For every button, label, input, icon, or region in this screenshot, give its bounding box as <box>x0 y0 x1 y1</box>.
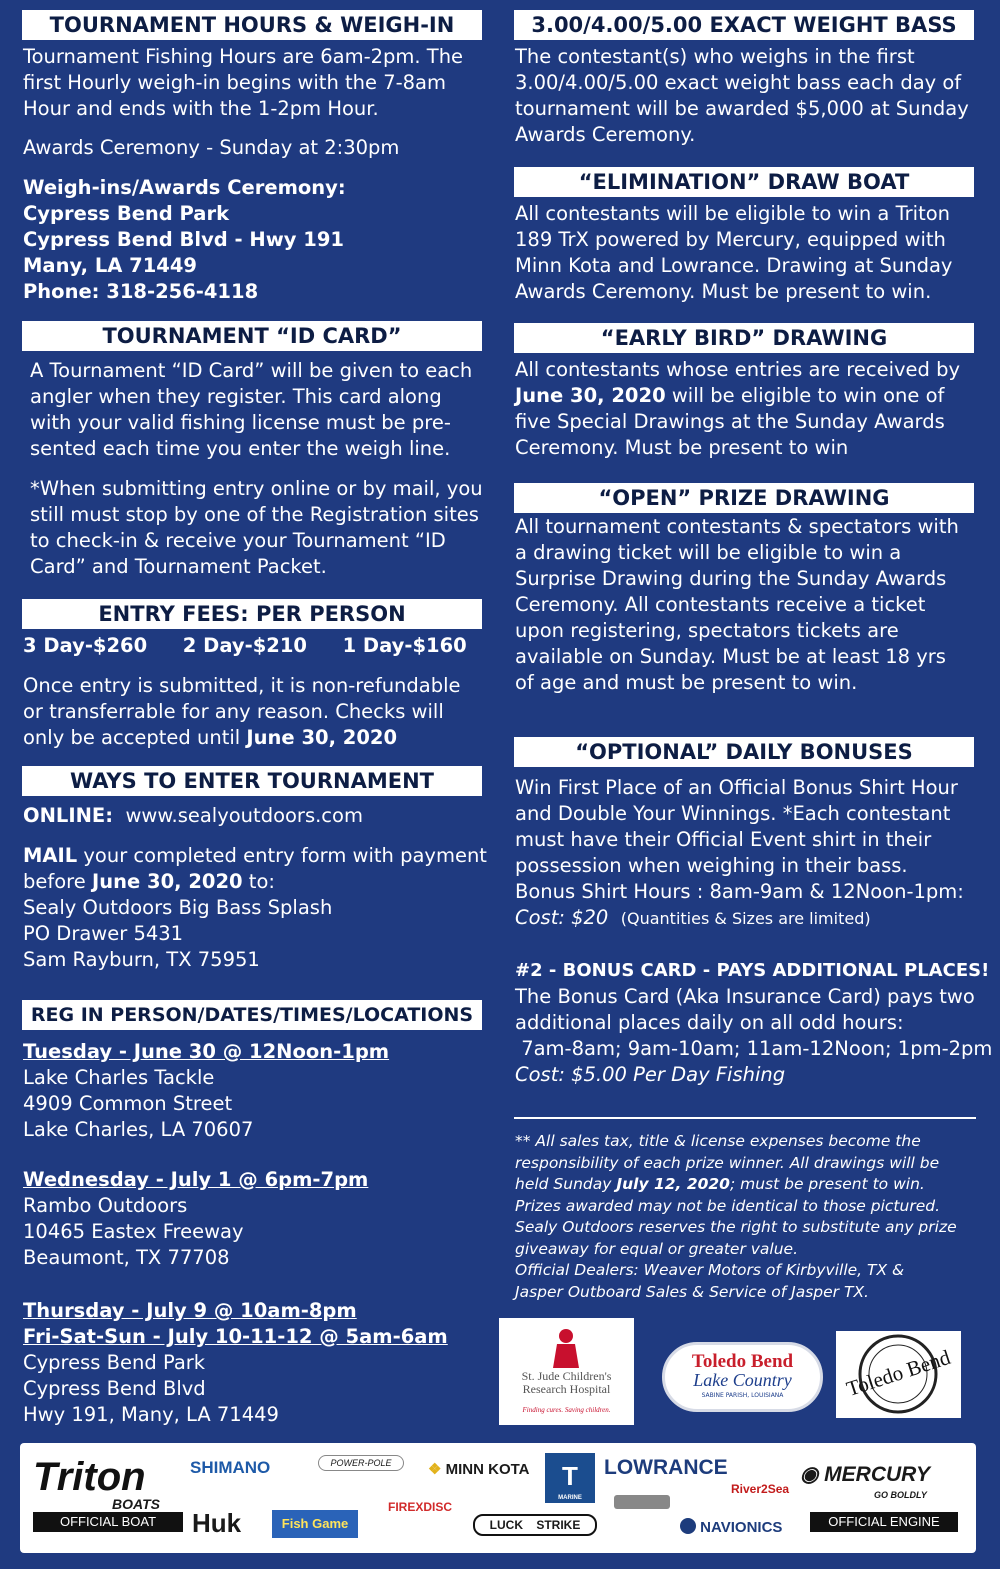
fee-1day: 1 Day-$160 <box>342 634 467 657</box>
location-line: Many, LA 71449 <box>23 254 197 277</box>
fine-print <box>515 1131 985 1303</box>
fine-line: ; must be present to win. <box>729 1175 925 1193</box>
fees-header: ENTRY FEES: PER PERSON <box>22 599 482 629</box>
st-jude-logo <box>499 1318 634 1425</box>
elimination-text <box>515 201 985 305</box>
mercury-logo <box>800 1462 930 1487</box>
fish-game-logo: Fish Game <box>272 1510 358 1538</box>
elimination-header: “ELIMINATION” DRAW BOAT <box>514 167 974 197</box>
fee-deadline: June 30, 2020 <box>246 726 398 749</box>
fee-note-line: only be accepted until <box>23 726 247 749</box>
weigh-in-location <box>23 175 493 305</box>
huk-logo: Huk <box>192 1508 242 1538</box>
lucky-strike-logo: LUCK STRIKE <box>473 1514 597 1536</box>
early-bird-line: All contestants whose entries are received by <box>515 358 961 381</box>
toledo-logo-subtext: Lake Country <box>693 1370 792 1390</box>
fine-line: giveaway for equal or greater value. <box>515 1239 799 1258</box>
bonus-shirt-note: (Quantities & Sizes are limited) <box>620 909 871 928</box>
location-line: Phone: 318-256-4118 <box>23 280 259 303</box>
minn-kota-icon: ❖ <box>428 1461 442 1478</box>
fine-line: ** All sales tax, title & license expenses become the <box>515 1132 921 1150</box>
bonuses-header: “OPTIONAL” DAILY BONUSES <box>514 737 974 767</box>
online-entry <box>23 803 493 829</box>
mail-address-line: Sam Rayburn, TX 75951 <box>23 948 260 971</box>
reg-line: 10465 Eastex Freeway <box>23 1220 244 1243</box>
open-line: of age and must be present to win. <box>515 671 858 694</box>
fine-line: responsibility of each prize winner. All drawings will be <box>515 1153 940 1172</box>
exact-line: Awards Ceremony. <box>515 123 696 146</box>
mail-address-line: Sealy Outdoors Big Bass Splash <box>23 896 333 919</box>
river2sea-logo: River2Sea <box>731 1482 790 1496</box>
reg-date: Fri-Sat-Sun - July 10-11-12 @ 5am-6am <box>23 1325 448 1348</box>
go-boldly-text: GO BOLDLY <box>874 1490 927 1500</box>
toledo-logo-parish: SABINE PARISH, LOUISIANA <box>701 1392 784 1399</box>
navionics-icon <box>680 1518 696 1534</box>
fee-note <box>23 673 493 751</box>
bonus-line: Bonus Shirt Hours : 8am-9am & 12Noon-1pm: <box>515 880 964 903</box>
mail-label: MAIL <box>23 844 78 867</box>
minn-kota-text: MINN KOTA <box>445 1461 530 1478</box>
th-marine-text: MARINE <box>558 1495 582 1501</box>
reg-location-3 <box>23 1298 493 1428</box>
open-line: available on Sunday. Must be at least 18 yrs <box>515 645 946 668</box>
reg-line: Hwy 191, Many, LA 71449 <box>23 1403 279 1426</box>
location-line: Weigh-ins/Awards Ceremony: <box>23 176 346 199</box>
st-jude-tagline: Finding cures. Saving children. <box>522 1406 611 1414</box>
reg-date: Thursday - July 9 @ 10am-8pm <box>23 1299 357 1322</box>
exact-weight-header: 3.00/4.00/5.00 EXACT WEIGHT BASS <box>514 10 974 40</box>
triton-logo: Triton <box>33 1455 146 1499</box>
drawing-date: July 12, 2020 <box>616 1175 730 1193</box>
navionics-logo <box>680 1518 782 1536</box>
open-drawing-header: “OPEN” PRIZE DRAWING <box>514 483 974 513</box>
open-line: Ceremony. All contestants receive a ticket <box>515 593 926 616</box>
seal-text: Toledo Bend <box>843 1344 954 1402</box>
hours-line: Tournament Fishing Hours are 6am-2pm. The <box>23 45 464 68</box>
hours-line: first Hourly weigh-in begins with the 7-8am <box>23 71 446 94</box>
early-bird-line: five Special Drawings at the Sunday Awards <box>515 410 945 433</box>
bonus-line: possession when weighing in their bass. <box>515 854 908 877</box>
reg-header: REG IN PERSON/DATES/TIMES/LOCATIONS <box>22 1000 482 1030</box>
fine-line: Jasper Outboard Sales & Service of Jasper TX. <box>515 1282 869 1301</box>
bonus-card-line: 7am-8am; 9am-10am; 11am-12Noon; 1pm-2pm <box>515 1037 993 1060</box>
th-marine-logo <box>545 1453 595 1503</box>
bonuses-text <box>515 775 985 932</box>
id-card-note-line: *When submitting entry online or by mail, you <box>30 477 483 500</box>
official-engine-badge: OFFICIAL ENGINE <box>810 1512 958 1532</box>
id-card-line: sented each time you enter the weigh line. <box>30 437 451 460</box>
online-label: ONLINE: <box>23 804 114 827</box>
ways-header: WAYS TO ENTER TOURNAMENT <box>22 766 482 796</box>
bonus-shirt-cost: Cost: $20 <box>515 906 609 929</box>
fine-line: Sealy Outdoors reserves the right to substitute any prize <box>515 1218 957 1236</box>
id-card-note-line: still must stop by one of the Registration sites <box>30 503 479 526</box>
reg-line: 4909 Common Street <box>23 1092 233 1115</box>
online-url[interactable]: www.sealyoutdoors.com <box>125 804 363 827</box>
id-card-note-line: Card” and Tournament Packet. <box>30 555 327 578</box>
firexdisc-logo: FIREXDISC <box>388 1500 453 1514</box>
bonus-line: Win First Place of an Official Bonus Shirt Hour <box>515 776 958 799</box>
exact-line: tournament will be awarded $5,000 at Sunday <box>515 97 969 120</box>
bonus-card-text <box>515 958 993 1088</box>
early-bird-line: Ceremony. Must be present to win <box>515 436 849 459</box>
mail-text: your completed entry form with payment <box>77 844 487 867</box>
early-bird-deadline: June 30, 2020 <box>515 384 666 407</box>
mail-entry <box>23 843 493 973</box>
reg-date: Tuesday - June 30 @ 12Noon-1pm <box>23 1040 390 1063</box>
divider <box>514 1117 976 1119</box>
toledo-bend-seal <box>836 1331 961 1418</box>
reg-line: Lake Charles, LA 70607 <box>23 1118 254 1141</box>
elimination-line: Awards Ceremony. Must be present to win. <box>515 280 932 303</box>
mail-address-line: PO Drawer 5431 <box>23 922 184 945</box>
st-jude-text: St. Jude Children's <box>521 1369 612 1383</box>
official-boat-badge: OFFICIAL BOAT <box>33 1512 183 1532</box>
id-card-line: with your valid fishing license must be pre- <box>30 411 451 434</box>
mail-deadline: June 30, 2020 <box>91 870 243 893</box>
early-bird-line: will be eligible to win one of <box>665 384 945 407</box>
shimano-logo: SHIMANO <box>190 1458 271 1477</box>
fine-line: Prizes awarded may not be identical to those pictured. <box>515 1196 940 1215</box>
fee-prices <box>23 633 493 659</box>
location-line: Cypress Bend Park <box>23 202 230 225</box>
th-marine-icon: T <box>562 1461 578 1491</box>
ram-logo <box>614 1495 670 1509</box>
elimination-line: Minn Kota and Lowrance. Drawing at Sunday <box>515 254 953 277</box>
minn-kota-logo <box>428 1460 530 1478</box>
reg-location-1 <box>23 1039 493 1143</box>
exact-line: The contestant(s) who weighs in the first <box>515 45 915 68</box>
early-bird-header: “EARLY BIRD” DRAWING <box>514 323 974 353</box>
fee-note-line: Once entry is submitted, it is non-refundable <box>23 674 461 697</box>
reg-line: Lake Charles Tackle <box>23 1066 215 1089</box>
exact-weight-text <box>515 44 985 148</box>
elimination-line: 189 TrX powered by Mercury, equipped with <box>515 228 946 251</box>
hours-header: TOURNAMENT HOURS & WEIGH-IN <box>22 10 482 40</box>
id-card-header: TOURNAMENT “ID CARD” <box>22 321 482 351</box>
awards-ceremony: Awards Ceremony - Sunday at 2:30pm <box>23 136 400 159</box>
navionics-text: NAVIONICS <box>700 1519 783 1536</box>
early-bird-text <box>515 357 985 461</box>
toledo-bend-logo <box>662 1342 823 1412</box>
open-line: upon registering, spectators tickets are <box>515 619 899 642</box>
mail-to: to: <box>242 870 275 893</box>
triton-boats-text: BOATS <box>112 1496 160 1512</box>
open-line: Surprise Drawing during the Sunday Awards <box>515 567 947 590</box>
id-card-text <box>30 358 500 462</box>
hours-line: Hour and ends with the 1-2pm Hour. <box>23 97 379 120</box>
toledo-logo-text: Toledo Bend <box>691 1351 794 1372</box>
exact-line: 3.00/4.00/5.00 exact weight bass each day of <box>515 71 962 94</box>
open-line: All tournament contestants & spectators with <box>515 515 959 538</box>
power-pole-logo: POWER-POLE <box>318 1455 404 1471</box>
hours-text <box>23 44 493 122</box>
location-line: Cypress Bend Blvd - Hwy 191 <box>23 228 344 251</box>
fine-line: held Sunday <box>515 1175 617 1193</box>
reg-location-2 <box>23 1167 493 1271</box>
id-card-line: angler when they register. This card along <box>30 385 442 408</box>
mercury-icon: ◉ <box>800 1463 819 1486</box>
lowrance-logo: LOWRANCE <box>604 1456 728 1479</box>
open-line: a drawing ticket will be eligible to win a <box>515 541 902 564</box>
bonus-card-line: The Bonus Card (Aka Insurance Card) pays two <box>515 985 975 1008</box>
bonus-line: and Double Your Winnings. *Each contestant <box>515 802 951 825</box>
reg-line: Cypress Bend Park <box>23 1351 206 1374</box>
id-card-note <box>30 476 500 580</box>
fee-3day: 3 Day-$260 <box>23 634 148 657</box>
mercury-text: MERCURY <box>824 1463 930 1486</box>
bonus-card-cost: Cost: $5.00 Per Day Fishing <box>515 1063 786 1086</box>
fee-note-line: or transferrable for any reason. Checks will <box>23 700 444 723</box>
fee-2day: 2 Day-$210 <box>182 634 307 657</box>
id-card-line: A Tournament “ID Card” will be given to each <box>30 359 473 382</box>
bonus-line: must have their Official Event shirt in their <box>515 828 932 851</box>
bonus-card-line: additional places daily on all odd hours: <box>515 1011 904 1034</box>
mail-before: before <box>23 870 92 893</box>
st-jude-text: Research Hospital <box>522 1382 611 1396</box>
fine-line: Official Dealers: Weaver Motors of Kirbyville, TX & <box>515 1261 905 1279</box>
open-drawing-text <box>515 514 985 696</box>
bonus-card-title: #2 - BONUS CARD - PAYS ADDITIONAL PLACES! <box>515 960 990 981</box>
elimination-line: All contestants will be eligible to win a Triton <box>515 202 950 225</box>
reg-line: Beaumont, TX 77708 <box>23 1246 230 1269</box>
reg-line: Cypress Bend Blvd <box>23 1377 206 1400</box>
reg-line: Rambo Outdoors <box>23 1194 188 1217</box>
reg-date: Wednesday - July 1 @ 6pm-7pm <box>23 1168 369 1191</box>
id-card-note-line: to check-in & receive your Tournament “ID <box>30 529 446 552</box>
